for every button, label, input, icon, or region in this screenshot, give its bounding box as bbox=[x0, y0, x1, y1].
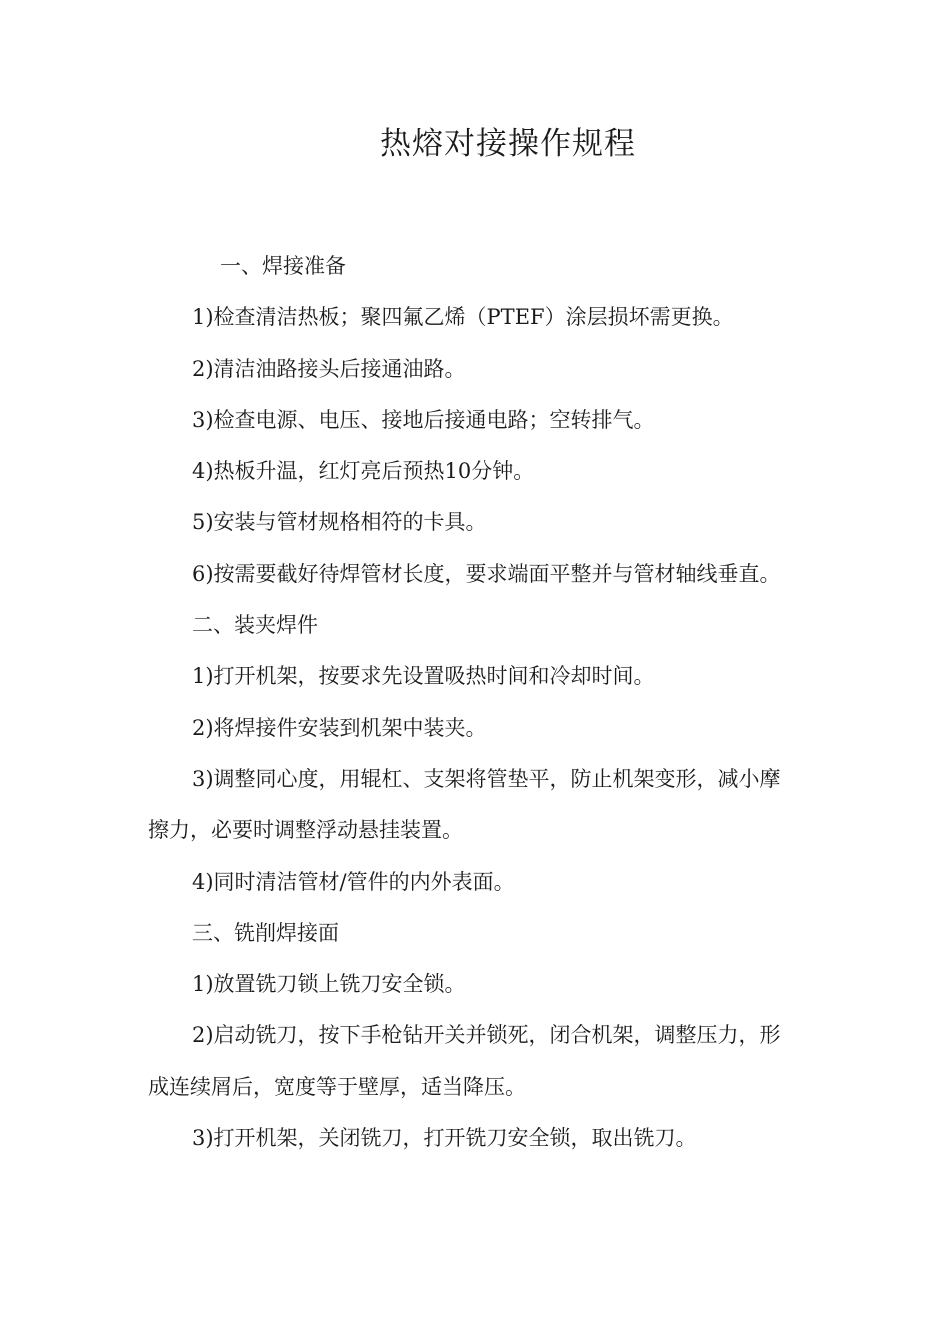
list-item: 5)安装与管材规格相符的卡具。 bbox=[192, 510, 487, 535]
section-heading: 一、焊接准备 bbox=[220, 254, 346, 278]
document-title: 热熔对接操作规程 bbox=[380, 126, 636, 162]
document-body bbox=[148, 241, 796, 1164]
list-item: 1)放置铣刀锁上铣刀安全锁。 bbox=[192, 972, 466, 997]
list-item: 1)检查清洁热板；聚四氟乙烯（PTEF）涂层损坏需更换。 bbox=[192, 305, 734, 330]
list-item: 2)启动铣刀，按下手枪钻开关并锁死，闭合机架，调整压力，形成连续屑后，宽度等于壁厚，适当降压。 bbox=[148, 1023, 781, 1099]
list-item: 1)打开机架，按要求先设置吸热时间和冷却时间。 bbox=[192, 664, 655, 689]
list-item: 4)热板升温，红灯亮后预热10分钟。 bbox=[192, 459, 535, 484]
list-item: 3)打开机架，关闭铣刀，打开铣刀安全锁，取出铣刀。 bbox=[192, 1126, 697, 1151]
list-item: 4)同时清洁管材/管件的内外表面。 bbox=[192, 869, 515, 894]
section-heading: 三、铣削焊接面 bbox=[192, 920, 339, 945]
list-item: 2)清洁油路接头后接通油路。 bbox=[192, 356, 466, 381]
list-item: 6)按需要截好待焊管材长度，要求端面平整并与管材轴线垂直。 bbox=[192, 561, 781, 586]
list-item: 3)调整同心度，用辊杠、支架将管垫平，防止机架变形，减小摩擦力，必要时调整浮动悬挂装置。 bbox=[148, 766, 781, 843]
list-item: 3)检查电源、电压、接地后接通电路；空转排气。 bbox=[192, 407, 655, 432]
section-heading: 二、装夹焊件 bbox=[192, 613, 318, 638]
list-item: 2)将焊接件安装到机架中装夹。 bbox=[192, 715, 487, 740]
